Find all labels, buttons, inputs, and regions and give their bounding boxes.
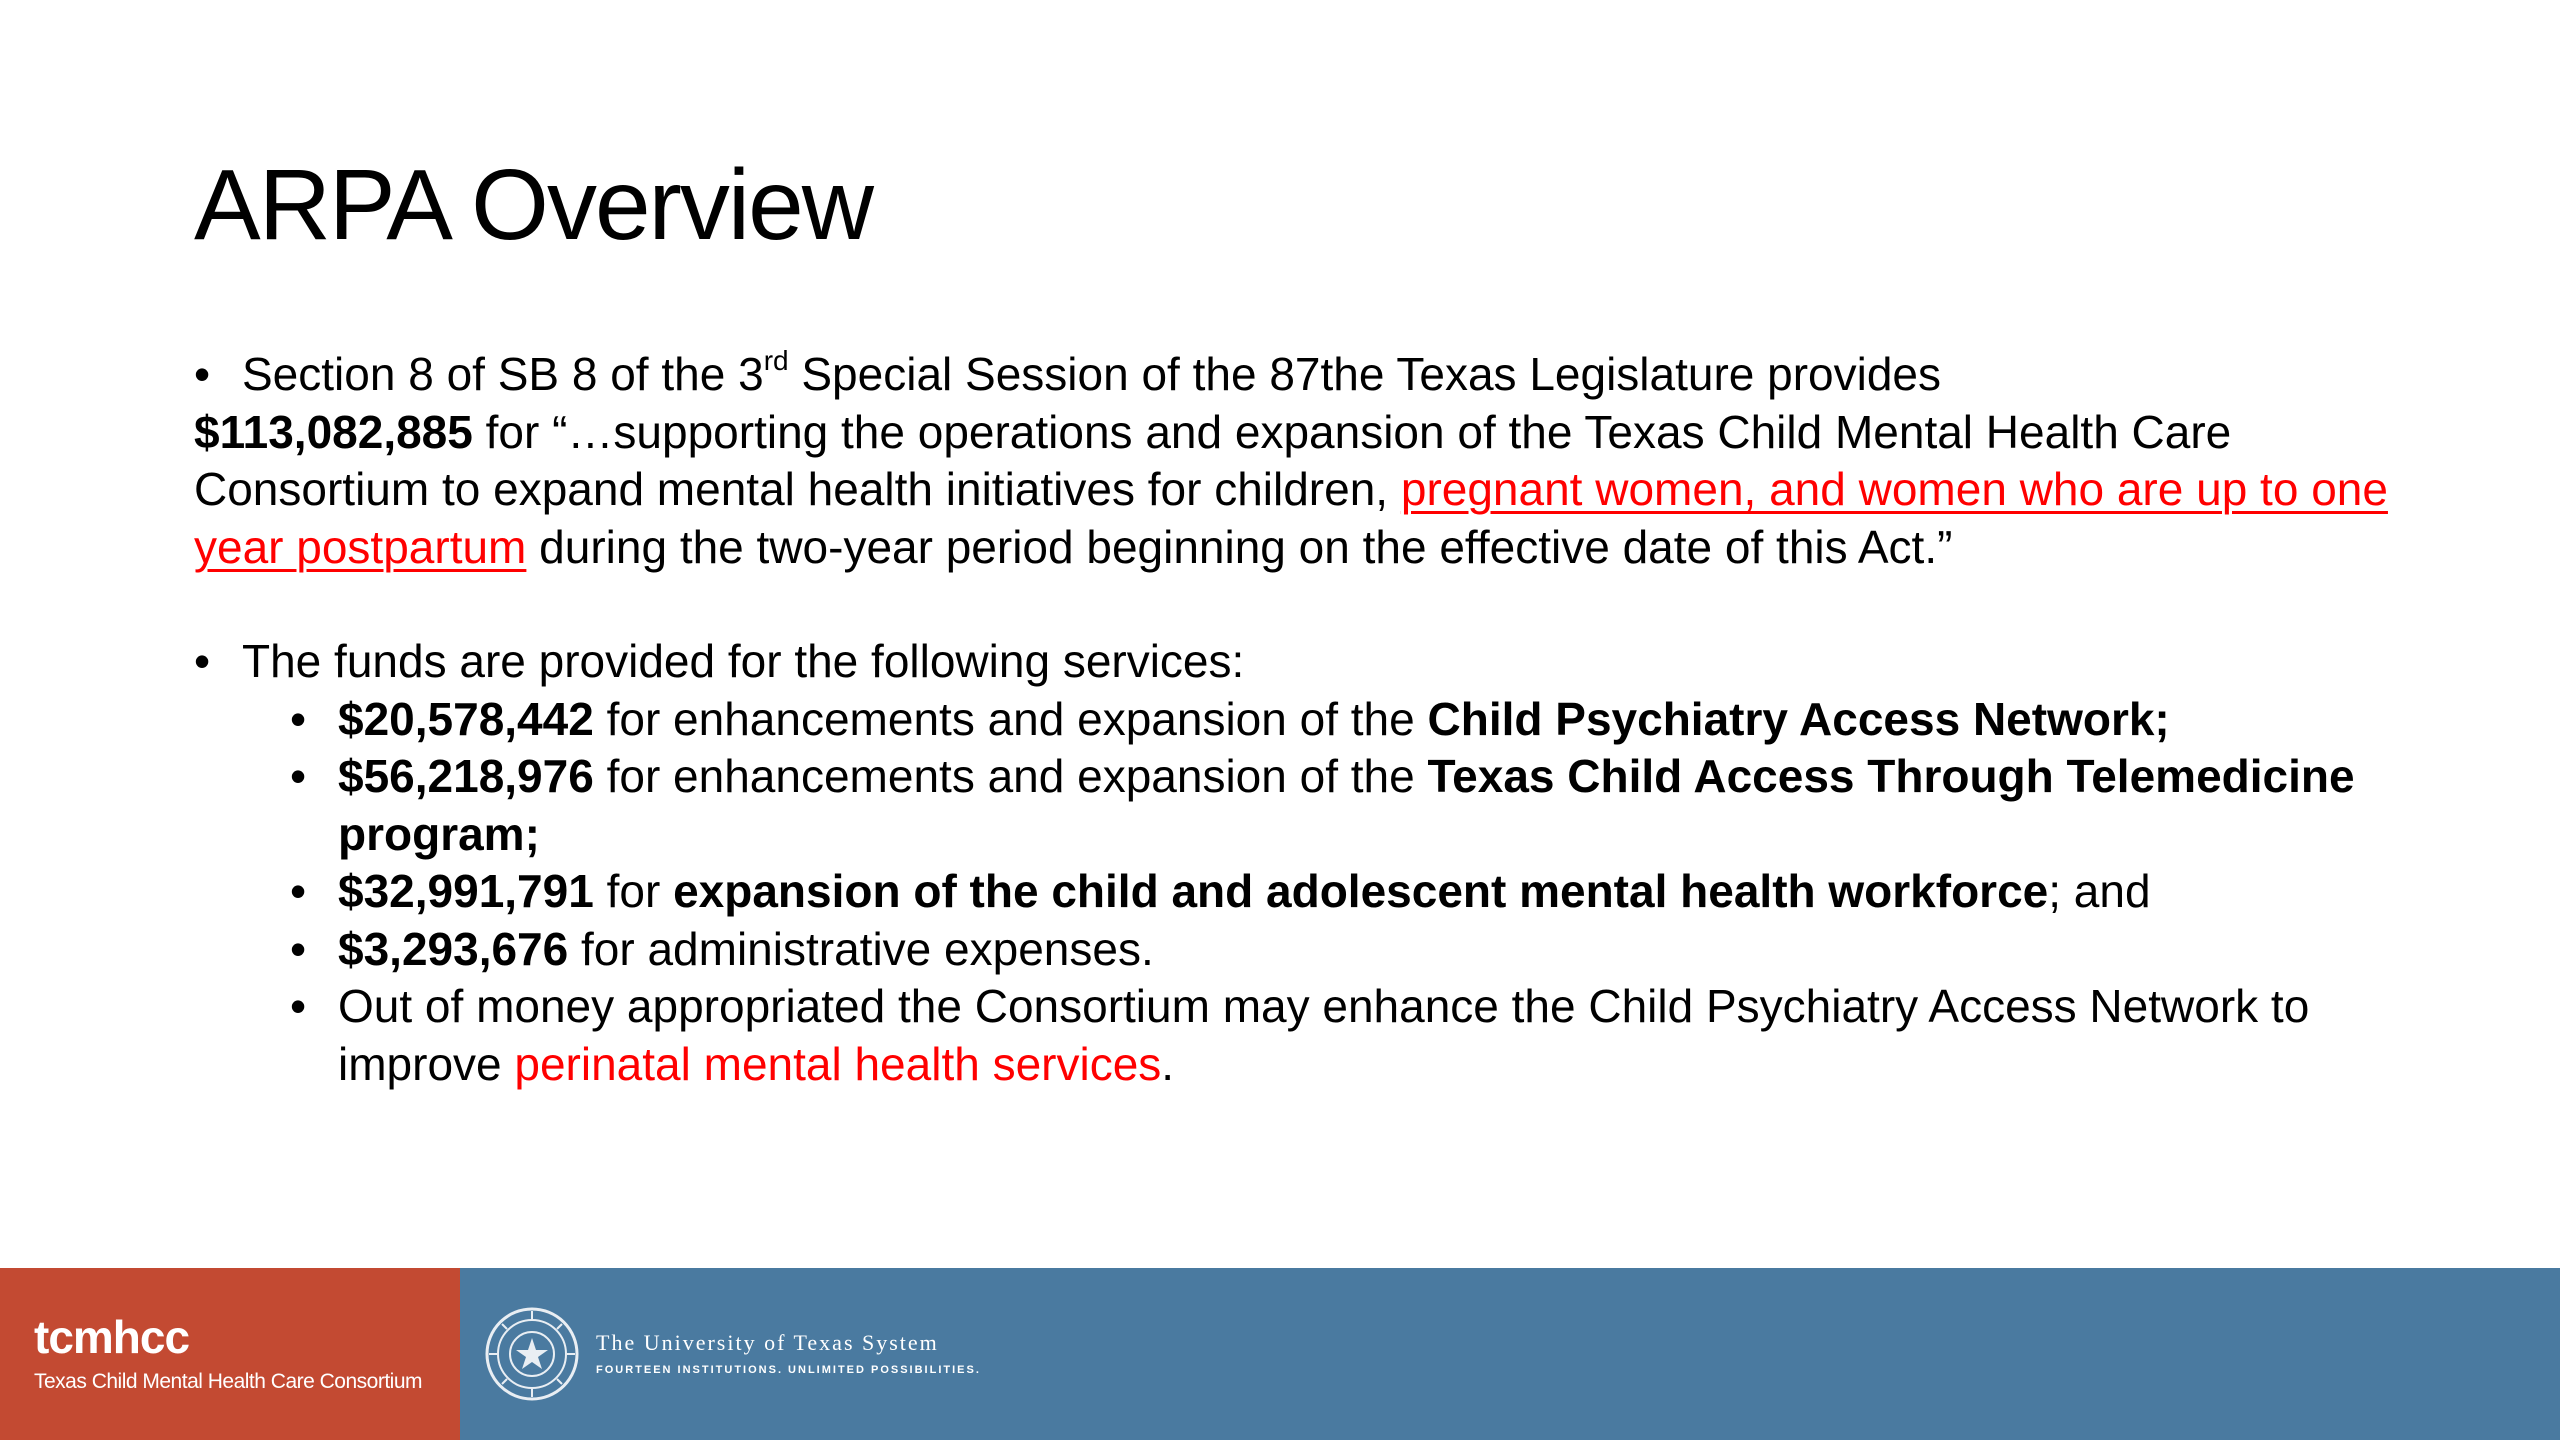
bullet-glyph: • xyxy=(290,692,307,745)
bullet-glyph: • xyxy=(290,750,307,802)
tcmhcc-logo-block xyxy=(0,1268,460,1440)
service-name: Texas Child Access Through Telemedicine program; xyxy=(338,750,2355,860)
highlight-pregnant-women: pregnant women, and women who are up to one year postpartum xyxy=(194,463,2388,573)
highlight-perinatal: perinatal mental health services xyxy=(514,1037,1162,1090)
bullet-text: for “…supporting the operations and expansion of the Texas Child Mental Health Care Consortium to expand mental health initiatives for children, xyxy=(194,405,2232,515)
service-item-perinatal: • Out of money appropriated the Consortium may enhance the Child Psychiatry Access Network to improve perinatal mental health services. xyxy=(290,978,2434,1093)
bullet-funds xyxy=(194,633,2434,691)
bullet-text: The funds are provided for the following services: xyxy=(242,635,1245,687)
bullet-text: Special Session of the 87the Texas Legislature provides xyxy=(788,348,1942,400)
total-amount: $113,082,885 xyxy=(194,405,473,458)
superscript-rd: rd xyxy=(763,344,789,376)
ut-system-name: The University of Texas System xyxy=(596,1330,939,1355)
service-amount: $56,218,976 xyxy=(338,750,594,802)
service-name: Child Psychiatry Access Network; xyxy=(1427,692,2170,745)
footer-bar xyxy=(0,1268,2560,1440)
bullet-glyph: • xyxy=(290,865,307,917)
ut-seal-icon xyxy=(484,1306,580,1402)
service-amount: $32,991,791 xyxy=(338,865,594,917)
service-item: • $3,293,676 for administrative expenses. xyxy=(290,921,2434,979)
service-name: expansion of the child and adolescent mental health workforce xyxy=(673,865,2049,917)
service-amount: $20,578,442 xyxy=(338,692,594,745)
bullet-section-8-continued xyxy=(194,404,2434,577)
tcmhcc-logo-subtitle: Texas Child Mental Health Care Consortium xyxy=(34,1370,423,1393)
bullet-glyph: • xyxy=(194,635,211,687)
bullet-section-8 xyxy=(194,346,2434,404)
services-list xyxy=(290,691,2434,1094)
ut-system-tagline: FOURTEEN INSTITUTIONS. UNLIMITED POSSIBILITIES. xyxy=(596,1364,981,1376)
bullet-glyph: • xyxy=(194,348,211,400)
bullet-glyph: • xyxy=(290,980,307,1032)
bullet-text: during the two-year period beginning on the effective date of this Act.” xyxy=(526,520,1953,573)
bullet-text: Section 8 of SB 8 of the 3 xyxy=(242,348,764,400)
bullet-glyph: • xyxy=(290,922,307,975)
slide-title: ARPA Overview xyxy=(194,149,872,261)
tcmhcc-logo: tcmhcc xyxy=(34,1311,190,1363)
slide-body xyxy=(194,346,2434,1093)
service-item: • $56,218,976 for enhancements and expansion of the Texas Child Access Through Telemedicine program; xyxy=(290,748,2434,863)
service-amount: $3,293,676 xyxy=(338,922,569,975)
service-item: • $32,991,791 for expansion of the child and adolescent mental health workforce; and xyxy=(290,863,2434,921)
service-item: • $20,578,442 for enhancements and expansion of the Child Psychiatry Access Network; xyxy=(290,691,2434,749)
